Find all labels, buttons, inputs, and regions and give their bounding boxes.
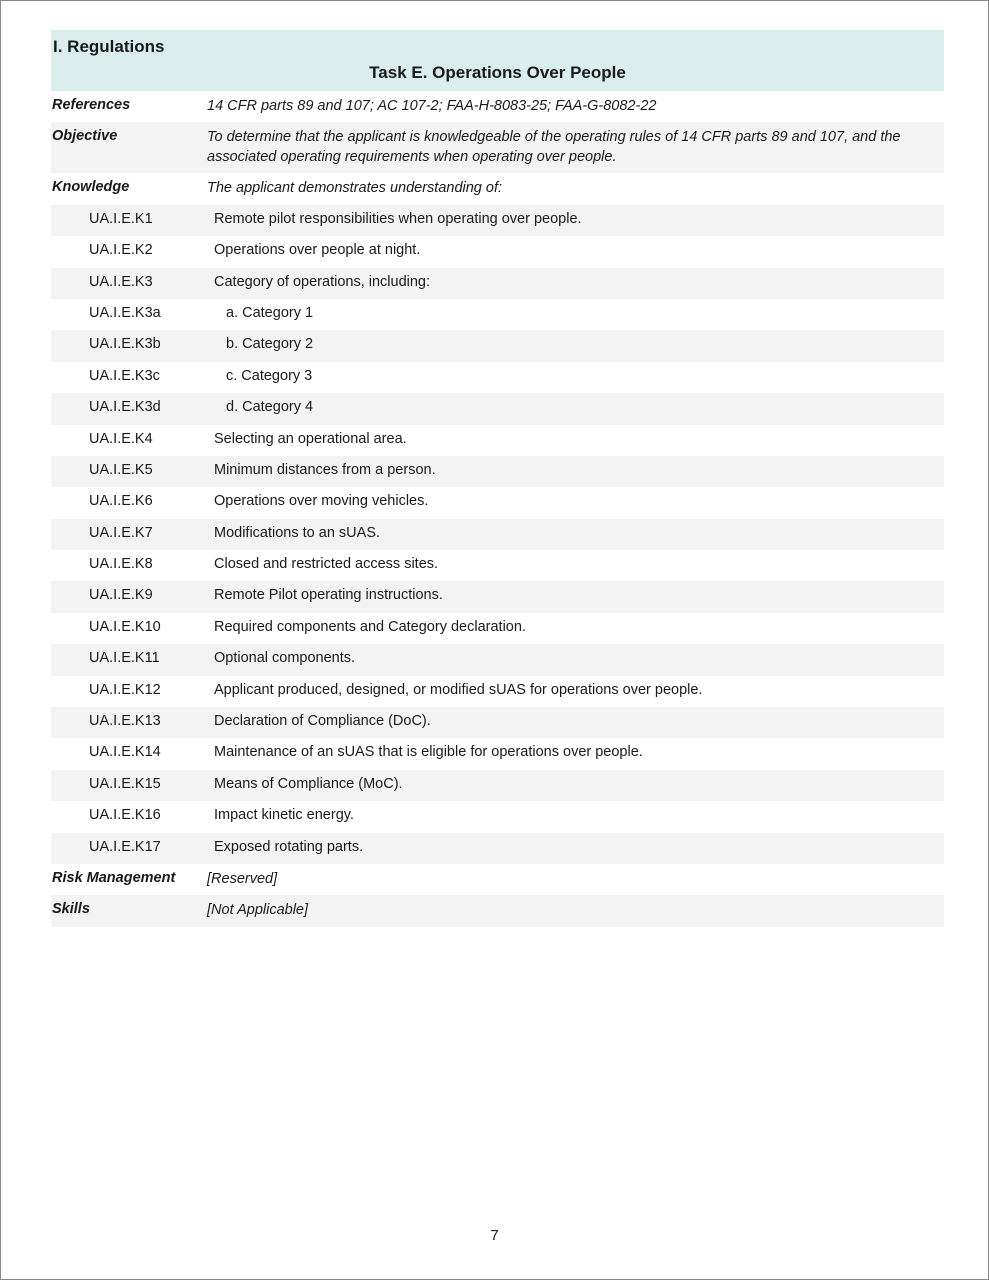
knowledge-item: [51, 801, 944, 832]
knowledge-code: UA.I.E.K17: [89, 838, 161, 855]
knowledge-item: [51, 299, 944, 330]
skills-label: Skills: [52, 901, 90, 918]
knowledge-item: [51, 550, 944, 581]
knowledge-text: Exposed rotating parts.: [214, 838, 364, 855]
knowledge-item: [51, 613, 944, 644]
risk-management-value: [Reserved]: [207, 870, 278, 887]
task-table: [51, 91, 944, 927]
knowledge-text: d. Category 4: [226, 399, 314, 416]
knowledge-item: [51, 362, 944, 393]
knowledge-code: UA.I.E.K5: [89, 461, 153, 478]
knowledge-item: [51, 330, 944, 361]
knowledge-item: [51, 707, 944, 738]
knowledge-code: UA.I.E.K6: [89, 493, 153, 510]
knowledge-code: UA.I.E.K3: [89, 273, 153, 290]
knowledge-code: UA.I.E.K1: [89, 210, 153, 227]
knowledge-text: Operations over people at night.: [214, 242, 421, 259]
knowledge-code: UA.I.E.K3c: [89, 367, 160, 384]
knowledge-text: a. Category 1: [226, 304, 314, 321]
knowledge-label: Knowledge: [52, 179, 130, 196]
knowledge-item: [51, 738, 944, 769]
knowledge-code: UA.I.E.K2: [89, 242, 153, 259]
knowledge-text: c. Category 3: [226, 367, 313, 384]
objective-row: [51, 122, 944, 173]
area-title: I. Regulations: [53, 37, 165, 56]
knowledge-intro: The applicant demonstrates understanding of:: [207, 180, 503, 197]
knowledge-item: [51, 487, 944, 518]
references-label: References: [52, 97, 131, 113]
risk-management-row: [51, 864, 944, 895]
references-value: 14 CFR parts 89 and 107; AC 107-2; FAA-H-8083-25; FAA-G-8082-22: [207, 98, 657, 114]
knowledge-item: [51, 425, 944, 456]
knowledge-text: Maintenance of an sUAS that is eligible for operations over people.: [214, 744, 643, 761]
knowledge-item: [51, 456, 944, 487]
skills-row: [51, 895, 944, 926]
skills-value: [Not Applicable]: [207, 902, 309, 919]
knowledge-text: Operations over moving vehicles.: [214, 493, 429, 510]
knowledge-item: [51, 393, 944, 424]
knowledge-item: [51, 770, 944, 801]
knowledge-text: b. Category 2: [226, 336, 314, 353]
knowledge-code: UA.I.E.K8: [89, 556, 153, 573]
knowledge-item: [51, 676, 944, 707]
knowledge-item: [51, 519, 944, 550]
objective-value: To determine that the applicant is knowledgeable of the operating rules of 14 CFR parts 89 and 107, and the associated operating requirements when operating over people.: [207, 129, 901, 165]
knowledge-code: UA.I.E.K7: [89, 524, 153, 541]
knowledge-text: Required components and Category declaration.: [214, 618, 526, 635]
task-header: [51, 30, 944, 91]
knowledge-code: UA.I.E.K3a: [89, 304, 161, 321]
knowledge-text: Modifications to an sUAS.: [214, 524, 381, 541]
knowledge-text: Closed and restricted access sites.: [214, 556, 439, 573]
page-number: 7: [490, 1227, 499, 1244]
knowledge-code: UA.I.E.K3b: [89, 336, 161, 353]
knowledge-code: UA.I.E.K13: [89, 713, 161, 730]
knowledge-code: UA.I.E.K12: [89, 681, 161, 698]
knowledge-text: Minimum distances from a person.: [214, 461, 436, 478]
knowledge-code: UA.I.E.K15: [89, 775, 161, 792]
knowledge-text: Remote Pilot operating instructions.: [214, 587, 443, 604]
knowledge-code: UA.I.E.K4: [89, 430, 153, 447]
knowledge-text: Means of Compliance (MoC).: [214, 775, 403, 792]
knowledge-code: UA.I.E.K9: [89, 587, 153, 604]
knowledge-item: [51, 205, 944, 236]
knowledge-text: Declaration of Compliance (DoC).: [214, 713, 431, 730]
task-title: Task E. Operations Over People: [369, 63, 626, 82]
knowledge-text: Category of operations, including:: [214, 273, 431, 290]
knowledge-item: [51, 644, 944, 675]
knowledge-row: [51, 173, 944, 204]
knowledge-text: Optional components.: [214, 650, 356, 667]
knowledge-code: UA.I.E.K10: [89, 618, 161, 635]
knowledge-text: Applicant produced, designed, or modified sUAS for operations over people.: [214, 681, 703, 698]
references-row: [51, 91, 944, 122]
knowledge-text: Selecting an operational area.: [214, 430, 407, 447]
knowledge-code: UA.I.E.K3d: [89, 399, 161, 416]
knowledge-item: [51, 581, 944, 612]
risk-management-label: Risk Management: [52, 869, 176, 886]
knowledge-item: [51, 268, 944, 299]
knowledge-item: [51, 236, 944, 267]
knowledge-text: Remote pilot responsibilities when operating over people.: [214, 210, 582, 227]
knowledge-text: Impact kinetic energy.: [214, 807, 354, 824]
objective-label: Objective: [52, 128, 118, 145]
knowledge-code: UA.I.E.K11: [89, 650, 160, 667]
knowledge-item: [51, 833, 944, 864]
knowledge-code: UA.I.E.K14: [89, 744, 161, 761]
knowledge-code: UA.I.E.K16: [89, 807, 161, 824]
